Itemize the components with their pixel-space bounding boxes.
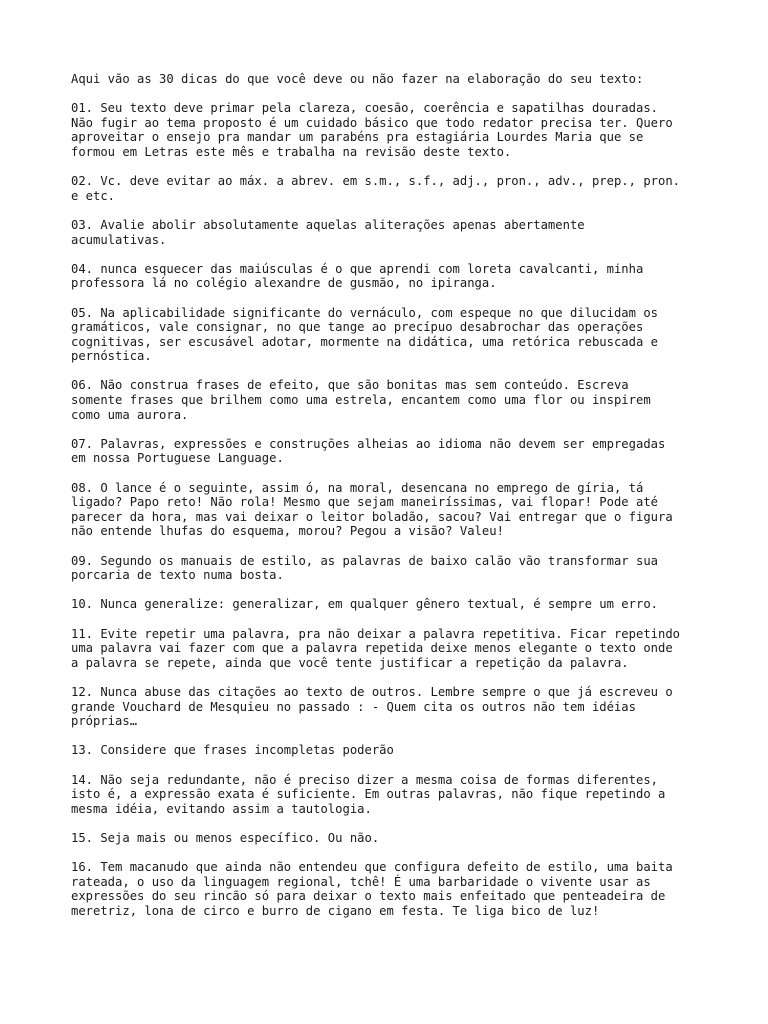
tip-07: 07. Palavras, expressões e construções alheias ao idioma não devem ser empregadas em nossa Portuguese Language. [71, 436, 666, 466]
tip-05: 05. Na aplicabilidade significante do vernáculo, com espeque no que dilucidam os gramáticos, vale consignar, no que tange ao precípuo desabrochar das operações cognitivas, ser escusável adotar, mormente na didática, uma retórica rebuscada e pernóstica. [71, 305, 658, 364]
tip-16: 16. Tem macanudo que ainda não entendeu que configura defeito de estilo, uma baita rateada, o uso da linguagem regional, tchê! É uma barbaridade o vivente usar as expressões do seu rincão só para deixar o texto mais enfeitado que penteadeira de meretriz, lona de circo e burro de cigano em festa. Te liga bico de luz! [71, 860, 673, 918]
tip-09: 09. Segundo os manuais de estilo, as palavras de baixo calão vão transformar sua porcaria de texto numa bosta. [71, 553, 658, 583]
tip-15: 15. Seja mais ou menos específico. Ou não. [71, 830, 380, 845]
tip-13: 13. Considere que frases incompletas poderão [71, 743, 394, 758]
tip-08: 08. O lance é o seguinte, assim ó, na moral, desencana no emprego de gíria, tá ligado? Papo reto! Não rola! Mesmo que sejam maneiríssimas, vai flopar! Pode até parecer da hora, mas vai deixar o leitor boladão, sacou? Vai entregar que o figura não entende lhufas do esquema, morou? Pegou a visão? Valeu! [71, 480, 673, 539]
tip-11: 11. Evite repetir uma palavra, pra não deixar a palavra repetitiva. Ficar repetindo uma palavra vai fazer com que a palavra repetida deixe menos elegante o texto onde a palavra se repete, ainda que você tente justificar a repetição da palavra. [71, 626, 681, 670]
tip-02: 02. Vc. deve evitar ao máx. a abrev. em s.m., s.f., adj., pron., adv., prep., pron. e etc. [71, 174, 681, 203]
tip-14: 14. Não seja redundante, não é preciso dizer a mesma coisa de formas diferentes, isto é, a expressão exata é suficiente. Em outras palavras, não fique repetindo a mesma idéia, evitando assim a tautologia. [71, 772, 666, 816]
document-body [71, 72, 711, 933]
tip-06: 06. Não construa frases de efeito, que são bonitas mas sem conteúdo. Escreva somente frases que brilhem como uma estrela, encantem como uma flor ou inspirem como uma aurora. [71, 378, 651, 422]
intro-paragraph: Aqui vão as 30 dicas do que você deve ou não fazer na elaboração do seu texto: [71, 72, 644, 86]
tip-12: 12. Nunca abuse das citações ao texto de outros. Lembre sempre o que já escreveu o grande Vouchard de Mesquieu no passado : - Quem cita os outros não tem idéias próprias… [71, 684, 673, 729]
tip-03: 03. Avalie abolir absolutamente aquelas aliterações apenas abertamente acumulativas. [71, 217, 585, 247]
tip-04: 04. nunca esquecer das maiúsculas é o que aprendi com loreta cavalcanti, minha professora lá no colégio alexandre de gusmão, no ipiranga. [71, 261, 644, 291]
tip-01: 01. Seu texto deve primar pela clareza, coesão, coerência e sapatilhas douradas. Não fugir ao tema proposto é um cuidado básico que todo redator precisa ter. Quero aproveitar o ensejo pra mandar um parabéns pra estagiária Lourdes Maria que se formou em Letras este mês e trabalha na revisão deste texto. [71, 101, 673, 159]
tip-10: 10. Nunca generalize: generalizar, em qualquer gênero textual, é sempre um erro. [71, 597, 658, 612]
